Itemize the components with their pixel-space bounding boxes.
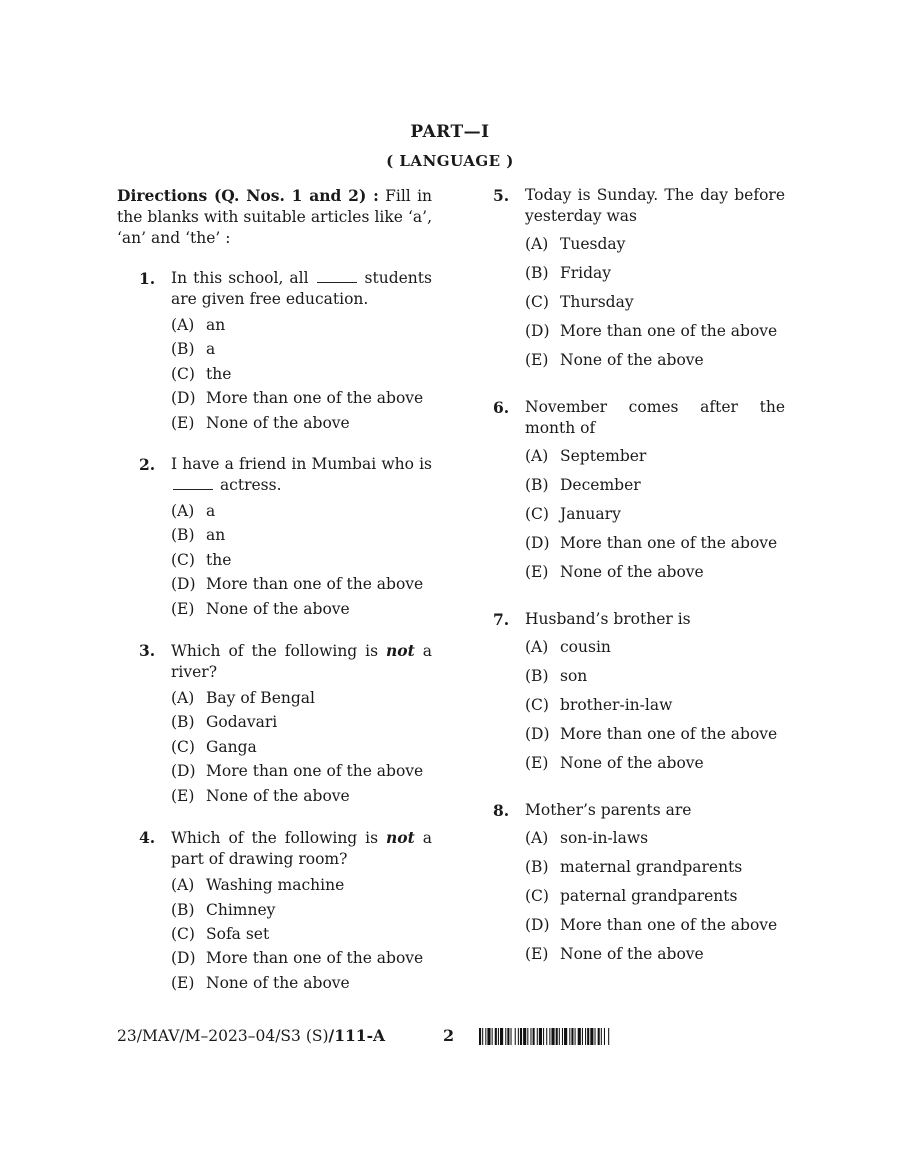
option-list [171, 873, 432, 995]
directions [117, 185, 432, 249]
option: (C) brother-in-law [525, 696, 673, 714]
option: (A) son-in-laws [525, 829, 649, 847]
option: (B) Friday [525, 264, 612, 282]
option: (E) None of the above [171, 599, 350, 618]
question-7 [493, 609, 785, 778]
question-number: 1. [139, 269, 156, 288]
option-list [525, 442, 785, 587]
option: (D) More than one of the above [525, 534, 778, 552]
right-column [493, 185, 785, 991]
option: (E) None of the above [171, 413, 350, 432]
option: (E) None of the above [525, 563, 704, 581]
option: (E) None of the above [171, 786, 350, 805]
question-text: Husband’s brother is [525, 610, 691, 628]
option: (B) Chimney [171, 900, 276, 919]
option: (C) Sofa set [171, 924, 270, 943]
option: (C) paternal grandparents [525, 887, 738, 905]
option: (D) More than one of the above [525, 322, 778, 340]
option-list [525, 824, 785, 969]
question-1 [117, 268, 432, 435]
page-number: 2 [443, 1026, 455, 1045]
option: (E) None of the above [525, 754, 704, 772]
option: (D) More than one of the above [171, 762, 424, 781]
option: (A) an [171, 316, 226, 334]
question-6 [493, 397, 785, 587]
option: (B) a [171, 340, 216, 359]
option: (E) None of the above [525, 945, 704, 963]
emphasis-word: not [386, 641, 415, 661]
option: (E) None of the above [525, 351, 704, 369]
question-text: Mother’s parents are [525, 801, 692, 819]
question-number: 2. [139, 455, 156, 475]
option: (A) Bay of Bengal [171, 689, 315, 708]
option: (D) More than one of the above [525, 725, 778, 743]
option: (B) son [525, 667, 588, 685]
option-list [171, 686, 432, 808]
option: (D) More than one of the above [171, 389, 424, 408]
option: (D) More than one of the above [171, 949, 424, 968]
barcode-image [479, 1028, 709, 1045]
option: (A) Washing machine [171, 876, 345, 895]
emphasis-word: not [386, 828, 415, 848]
fill-blank [173, 476, 213, 490]
option: (C) January [525, 505, 621, 523]
paper-code: 23/MAV/M–2023–04/S3 (S)/111-A [117, 1026, 386, 1045]
question-number: 8. [493, 801, 510, 820]
option: (A) Tuesday [525, 235, 626, 253]
question-text: In this school, all students are given free education. [171, 269, 432, 308]
directions-heading: Directions (Q. Nos. 1 and 2) : [117, 186, 379, 205]
question-text: Which of the following is not a river? [171, 641, 432, 682]
question-3 [117, 640, 432, 808]
question-number: 4. [139, 828, 156, 848]
option: (E) None of the above [171, 973, 350, 992]
question-number: 7. [493, 610, 510, 629]
option: (D) More than one of the above [525, 916, 778, 934]
option: (C) Ganga [171, 737, 257, 756]
directions-text: Fill in the blanks with suitable articles like ‘a’, ‘an’ and ‘the’ : [117, 187, 433, 247]
left-column [117, 185, 432, 1014]
page-title: PART—I [410, 122, 490, 142]
question-text: Which of the following is not a part of drawing room? [171, 828, 432, 869]
question-number: 5. [493, 186, 510, 205]
question-text: Today is Sunday. The day before yesterday was [525, 186, 785, 225]
option: (B) December [525, 476, 641, 494]
question-text: I have a friend in Mumbai who is actress. [171, 455, 432, 495]
option: (B) maternal grandparents [525, 858, 743, 876]
option: (B) an [171, 526, 226, 545]
option-list [171, 313, 432, 435]
question-number: 3. [139, 641, 156, 661]
option-list [525, 633, 785, 778]
question-number: 6. [493, 398, 510, 417]
option-list [171, 499, 432, 621]
option: (A) September [525, 447, 647, 465]
option: (B) Godavari [171, 713, 278, 732]
question-text: November comes after the month of [525, 398, 785, 437]
question-5 [493, 185, 785, 375]
section-subtitle: ( LANGUAGE ) [386, 152, 514, 170]
question-8 [493, 800, 785, 969]
question-4 [117, 827, 432, 995]
option: (C) the [171, 550, 232, 569]
option: (A) cousin [525, 638, 611, 656]
option: (C) the [171, 364, 232, 383]
option: (D) More than one of the above [171, 575, 424, 594]
option: (C) Thursday [525, 293, 634, 311]
option-list [525, 230, 785, 375]
fill-blank [317, 269, 357, 283]
option: (A) a [171, 502, 216, 521]
question-2 [117, 454, 432, 621]
